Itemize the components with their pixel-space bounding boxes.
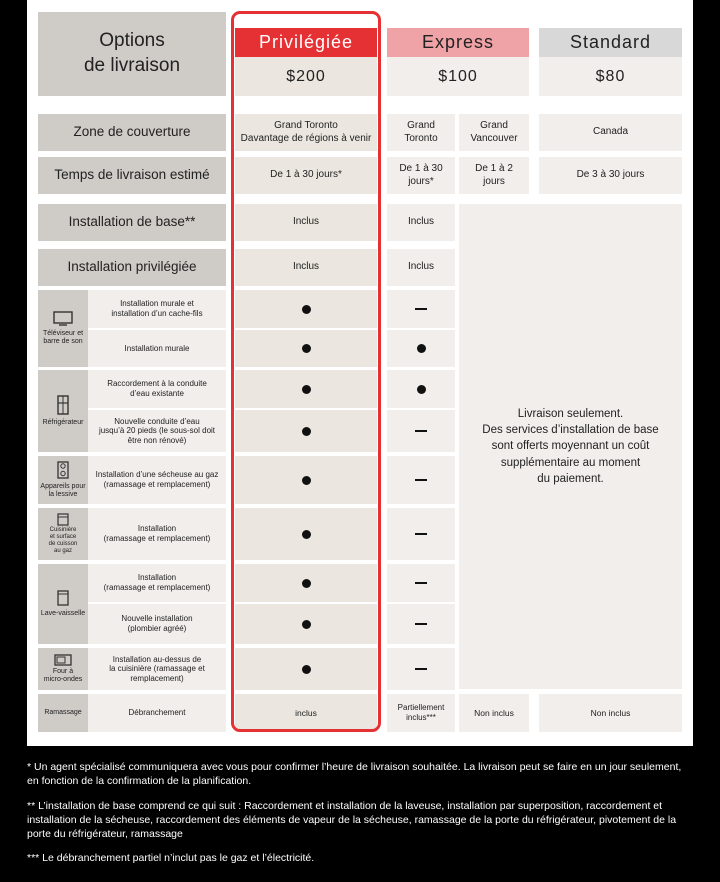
category-microwave: Four à micro-ondes [38, 648, 88, 690]
express-range [387, 508, 455, 560]
category-tv: Téléviseur et barre de son [38, 290, 88, 367]
tv-icon [53, 311, 73, 326]
footnotes [27, 760, 693, 876]
zone-express-toronto: Grand Toronto [387, 114, 455, 151]
dishwasher-icon [57, 590, 69, 606]
delivery-time-standard: De 3 à 30 jours [539, 157, 682, 194]
zone-privilegiee: Grand Toronto Davantage de régions à venir [235, 114, 377, 151]
category-range: Cuisinière et surface de cuisson au gaz [38, 508, 88, 560]
express-dryer [387, 456, 455, 504]
delivery-time-express-toronto: De 1 à 30 jours* [387, 157, 455, 194]
category-fridge: Réfrigérateur [38, 370, 88, 452]
footnote-2: ** L’installation de base comprend ce qui suit : Raccordement et installation de la laveuse, installation par superposition, raccordement et installation de la sécheuse, raccordement des éléments de vapeur de la sécheuse, ramassage de la porte du réfrigérateur, pivotement de la porte du réfrigérateur, ramassage [27, 799, 677, 841]
express-header: Express [387, 28, 529, 57]
footnote-3: *** Le débranchement partiel n’inclut pas le gaz et l’électricité. [27, 852, 315, 865]
express-dish-new [387, 604, 455, 644]
included-dot [302, 427, 311, 436]
service-fridge-new-line: Nouvelle conduite d’eau jusqu’à 20 pieds (le sous-sol doit être non rénové) [88, 410, 226, 452]
fridge-icon [57, 395, 69, 415]
range-icon [57, 513, 69, 526]
base-install-privilegiee: Inclus [235, 204, 377, 241]
washer-icon [57, 461, 69, 479]
privilegiee-dish-install [235, 564, 377, 602]
footnote-1: * Un agent spécialisé communiquera avec vous pour confirmer l’heure de livraison souhaitée. La livraison peut se faire en un jour seulement, en fonction de la confirmation de la planification. [27, 761, 682, 788]
privileged-install-express: Inclus [387, 249, 455, 286]
category-dishwasher: Lave-vaisselle [38, 564, 88, 644]
delivery-time-express-vancouver: De 1 à 2 jours [459, 157, 529, 194]
privilegiee-price: $200 [235, 57, 377, 96]
not-included-dash [415, 533, 427, 535]
express-tv-wall-cables [387, 290, 455, 328]
base-install-label: Installation de base** [38, 204, 226, 241]
privileged-install-privilegiee: Inclus [235, 249, 377, 286]
pickup-standard: Non inclus [539, 694, 682, 732]
service-gas-dryer: Installation d’une sécheuse au gaz (ramassage et remplacement) [88, 456, 226, 504]
standard-price: $80 [539, 57, 682, 96]
service-fridge-connect: Raccordement à la conduite d’eau existante [88, 370, 226, 408]
privilegiee-tv-wall-cables [235, 290, 377, 328]
service-dishwasher-new: Nouvelle installation (plombier agréé) [88, 604, 226, 644]
options-title-line1: Options [99, 30, 165, 52]
category-laundry: Appareils pour la lessive [38, 456, 88, 504]
included-dot [302, 344, 311, 353]
not-included-dash [415, 582, 427, 584]
privileged-install-label: Installation privilégiée [38, 249, 226, 286]
privilegiee-tv-wall [235, 330, 377, 367]
included-dot [302, 385, 311, 394]
privilegiee-header: Privilégiée [235, 28, 377, 57]
service-dishwasher-install: Installation (ramassage et remplacement) [88, 564, 226, 602]
privilegiee-dish-new [235, 604, 377, 644]
pickup-express-toronto: Partiellement inclus*** [387, 694, 455, 732]
not-included-dash [415, 479, 427, 481]
express-microwave [387, 648, 455, 690]
privilegiee-fridge-connect [235, 370, 377, 408]
not-included-dash [415, 430, 427, 432]
privilegiee-dryer [235, 456, 377, 504]
delivery-options-panel [27, 0, 693, 746]
delivery-only-note: Livraison seulement. Des services d’installation de base sont offerts moyennant un coût supplémentaire au moment du paiement. [459, 204, 682, 689]
express-tv-wall [387, 330, 455, 367]
options-title-line2: de livraison [83, 55, 181, 76]
included-dot [302, 530, 311, 539]
service-microwave: Installation au-dessus de la cuisinière (ramassage et remplacement) [88, 648, 226, 690]
service-tv-wall: Installation murale [88, 330, 226, 367]
privilegiee-microwave [235, 648, 377, 690]
privilegiee-range [235, 508, 377, 560]
express-fridge-connect [387, 370, 455, 408]
delivery-time-label: Temps de livraison estimé [38, 157, 226, 194]
included-dot [302, 620, 311, 629]
standard-header: Standard [539, 28, 682, 57]
zone-express-vancouver: Grand Vancouver [459, 114, 529, 151]
pickup-privilegiee: inclus [235, 694, 377, 732]
pickup-express-vancouver: Non inclus [459, 694, 529, 732]
service-disconnect: Débranchement [88, 694, 226, 732]
express-fridge-new [387, 410, 455, 452]
service-tv-wall-cables: Installation murale et installation d’un cache-fils [88, 290, 226, 328]
not-included-dash [415, 668, 427, 670]
express-dish-install [387, 564, 455, 602]
included-dot [302, 579, 311, 588]
included-dot [302, 476, 311, 485]
options-title [38, 12, 226, 96]
express-price: $100 [387, 57, 529, 96]
delivery-time-privilegiee: De 1 à 30 jours* [235, 157, 377, 194]
privilegiee-fridge-new [235, 410, 377, 452]
not-included-dash [415, 308, 427, 310]
not-included-dash [415, 623, 427, 625]
included-dot [302, 665, 311, 674]
category-pickup: Ramassage [38, 694, 88, 732]
zone-label: Zone de couverture [38, 114, 226, 151]
base-install-express: Inclus [387, 204, 455, 241]
zone-standard: Canada [539, 114, 682, 151]
included-dot [417, 344, 426, 353]
included-dot [417, 385, 426, 394]
included-dot [302, 305, 311, 314]
microwave-icon [54, 654, 72, 666]
service-range-install: Installation (ramassage et remplacement) [88, 508, 226, 560]
